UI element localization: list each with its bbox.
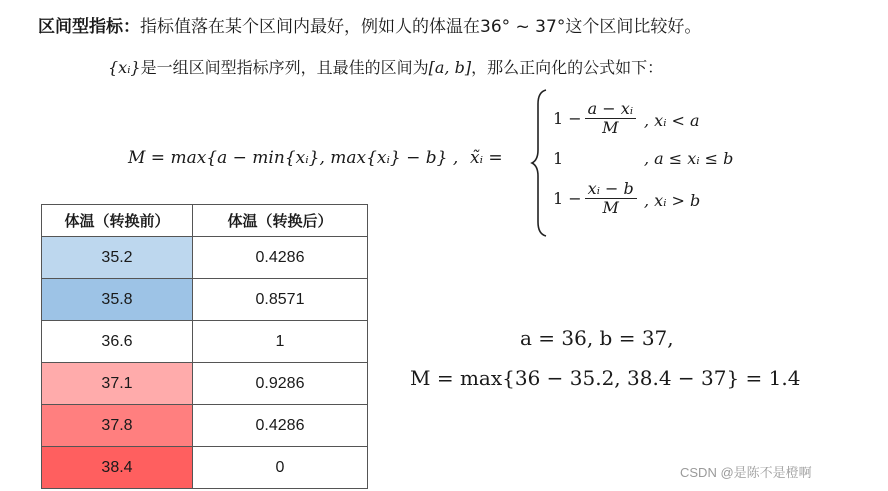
- case-row-1: [553, 100, 639, 137]
- case-3-denominator: M: [602, 198, 619, 217]
- intro-line: [38, 12, 701, 37]
- table-row: [42, 447, 368, 489]
- case-row-2: [553, 149, 563, 168]
- intro-text: 指标值落在某个区间内最好，例如人的体温在36° ~ 37°这个区间比较好。: [140, 17, 702, 37]
- case-1-denominator: M: [602, 118, 619, 137]
- cell-before: 37.8: [42, 405, 193, 447]
- left-brace: [530, 88, 550, 238]
- header-before: 体温（转换前）: [42, 205, 193, 237]
- table-body: [42, 237, 368, 489]
- table-row: [42, 321, 368, 363]
- cell-after: 0: [193, 447, 368, 489]
- interval-symbol: [a, b]: [428, 58, 472, 77]
- cell-after: 0.8571: [193, 279, 368, 321]
- case-3-numerator: xᵢ − b: [585, 180, 637, 199]
- cell-after: 0.4286: [193, 405, 368, 447]
- case-1-fraction: [585, 100, 636, 137]
- cell-after: 1: [193, 321, 368, 363]
- desc-text-b: ，那么正向化的公式如下：: [471, 58, 664, 77]
- case-1-numerator: a − xᵢ: [585, 100, 636, 119]
- example-params: a = 36, b = 37,: [520, 326, 674, 350]
- xtilde-label: x̃ᵢ =: [470, 148, 503, 168]
- table-row: [42, 405, 368, 447]
- table-row: [42, 279, 368, 321]
- case-3-prefix: 1 −: [553, 189, 582, 208]
- cell-before: 37.1: [42, 363, 193, 405]
- case-1-prefix: 1 −: [553, 109, 582, 128]
- table-header-row: [42, 205, 368, 237]
- cell-before: 35.2: [42, 237, 193, 279]
- cell-before: 36.6: [42, 321, 193, 363]
- cell-before: 35.8: [42, 279, 193, 321]
- watermark: CSDN @是陈不是橙啊: [680, 465, 812, 480]
- m-definition: M = max{a − min{xᵢ}, max{xᵢ} − b} ,: [128, 148, 459, 168]
- case-row-3: [553, 180, 640, 217]
- case-3-condition: , xᵢ > b: [644, 191, 701, 210]
- example-m-value: M = max{36 − 35.2, 38.4 − 37} = 1.4: [410, 366, 801, 390]
- sequence-description: [108, 55, 663, 78]
- temperature-table: [41, 204, 368, 489]
- sequence-symbol: {xᵢ}: [108, 58, 141, 77]
- case-2-condition: , a ≤ xᵢ ≤ b: [644, 149, 734, 168]
- case-2-value: 1: [553, 149, 564, 168]
- desc-text-a: 是一组区间型指标序列，且最佳的区间为: [140, 58, 429, 77]
- table-row: [42, 237, 368, 279]
- table-row: [42, 363, 368, 405]
- case-1-condition: , xᵢ < a: [644, 111, 700, 130]
- intro-label: 区间型指标：: [38, 17, 140, 37]
- cell-after: 0.9286: [193, 363, 368, 405]
- case-3-fraction: [585, 180, 637, 217]
- cell-after: 0.4286: [193, 237, 368, 279]
- header-after: 体温（转换后）: [193, 205, 368, 237]
- cell-before: 38.4: [42, 447, 193, 489]
